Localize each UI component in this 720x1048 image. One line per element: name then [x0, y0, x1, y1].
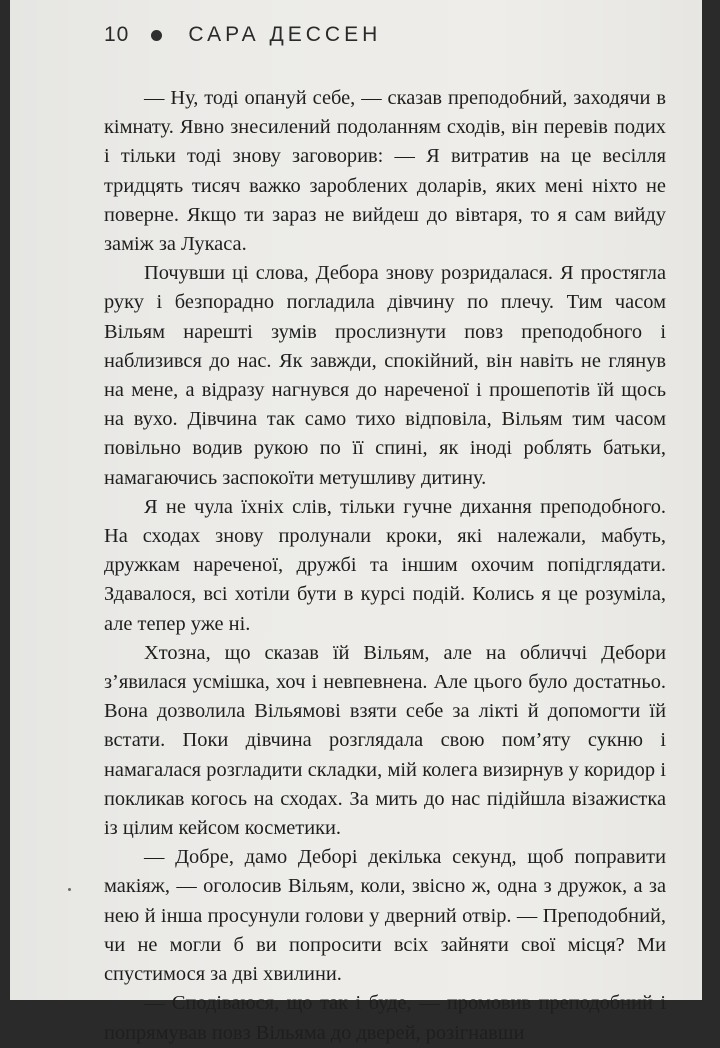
paragraph: — Ну, тоді опануй себе, — сказав преподобний, заходячи в кімнату. Явно знесилений подоланням сходів, він перевів подих і тільки тоді знову заговорив: — Я витратив на це весілля тридцять тисяч важко зароблених доларів, яких мені ніхто не поверне. Якщо ти зараз не вийдеш до вівтаря, то я сам вийду заміж за Лукаса.	[104, 87, 666, 256]
paper-speck	[68, 888, 71, 891]
paragraph: Почувши ці слова, Дебора знову розридалася. Я простягла руку і безпорадно погладила дівчину по плечу. Тим часом Вільям нарешті зумів прослизнути повз преподобного і наблизився до нас. Як завжди, спокійний, він навіть не глянув на мене, а відразу нагнувся до нареченої і прошепотів їй щось на вухо. Дівчина так само тихо відповіла, Вільям тим часом повільно водив рукою по її спині, як іноді роблять батьки, намагаючись заспокоїти метушливу дитину.	[104, 262, 666, 489]
book-page	[10, 0, 702, 1044]
paragraph: — Сподіваюся, що так і буде, — промовив преподобний і попрямував повз Вільяма до дверей, розігнавши	[104, 992, 666, 1044]
running-head	[104, 20, 381, 50]
paragraph: — Добре, дамо Деборі декілька секунд, щоб поправити макіяж, — оголосив Вільям, коли, звісно ж, одна з дружок, а за нею й інша просунули голови у дверний отвір. — Преподобний, чи не могли б ви попросити всіх зайняти свої місця? Ми спустимося за дві хвилини.	[104, 846, 666, 986]
body-text	[104, 84, 666, 1048]
bullet-icon	[151, 30, 162, 41]
paragraph: Я не чула їхніх слів, тільки гучне дихання преподобного. На сходах знову пролунали кроки, які належали, мабуть, дружкам нареченої, дружбі та іншим охочим попідглядати. Здавалося, всі хотіли бути в курсі подій. Колись я це розуміла, але тепер уже ні.	[104, 495, 666, 635]
author-name: САРА ДЕССЕН	[188, 23, 382, 46]
paragraph: Хтозна, що сказав їй Вільям, але на обличчі Дебори з’явилася усмішка, хоч і невпевнена. Але цього було достатньо. Вона дозволила Вільямові взяти себе за лікті й допомогти їй встати. Поки дівчина розглядала свою пом’яту сукню і намагалася розгладити складки, мій колега визирнув у коридор і покликав когось на сходах. За мить до нас підійшла візажистка із цілим кейсом косметики.	[104, 641, 666, 840]
page-number: 10	[104, 23, 130, 46]
